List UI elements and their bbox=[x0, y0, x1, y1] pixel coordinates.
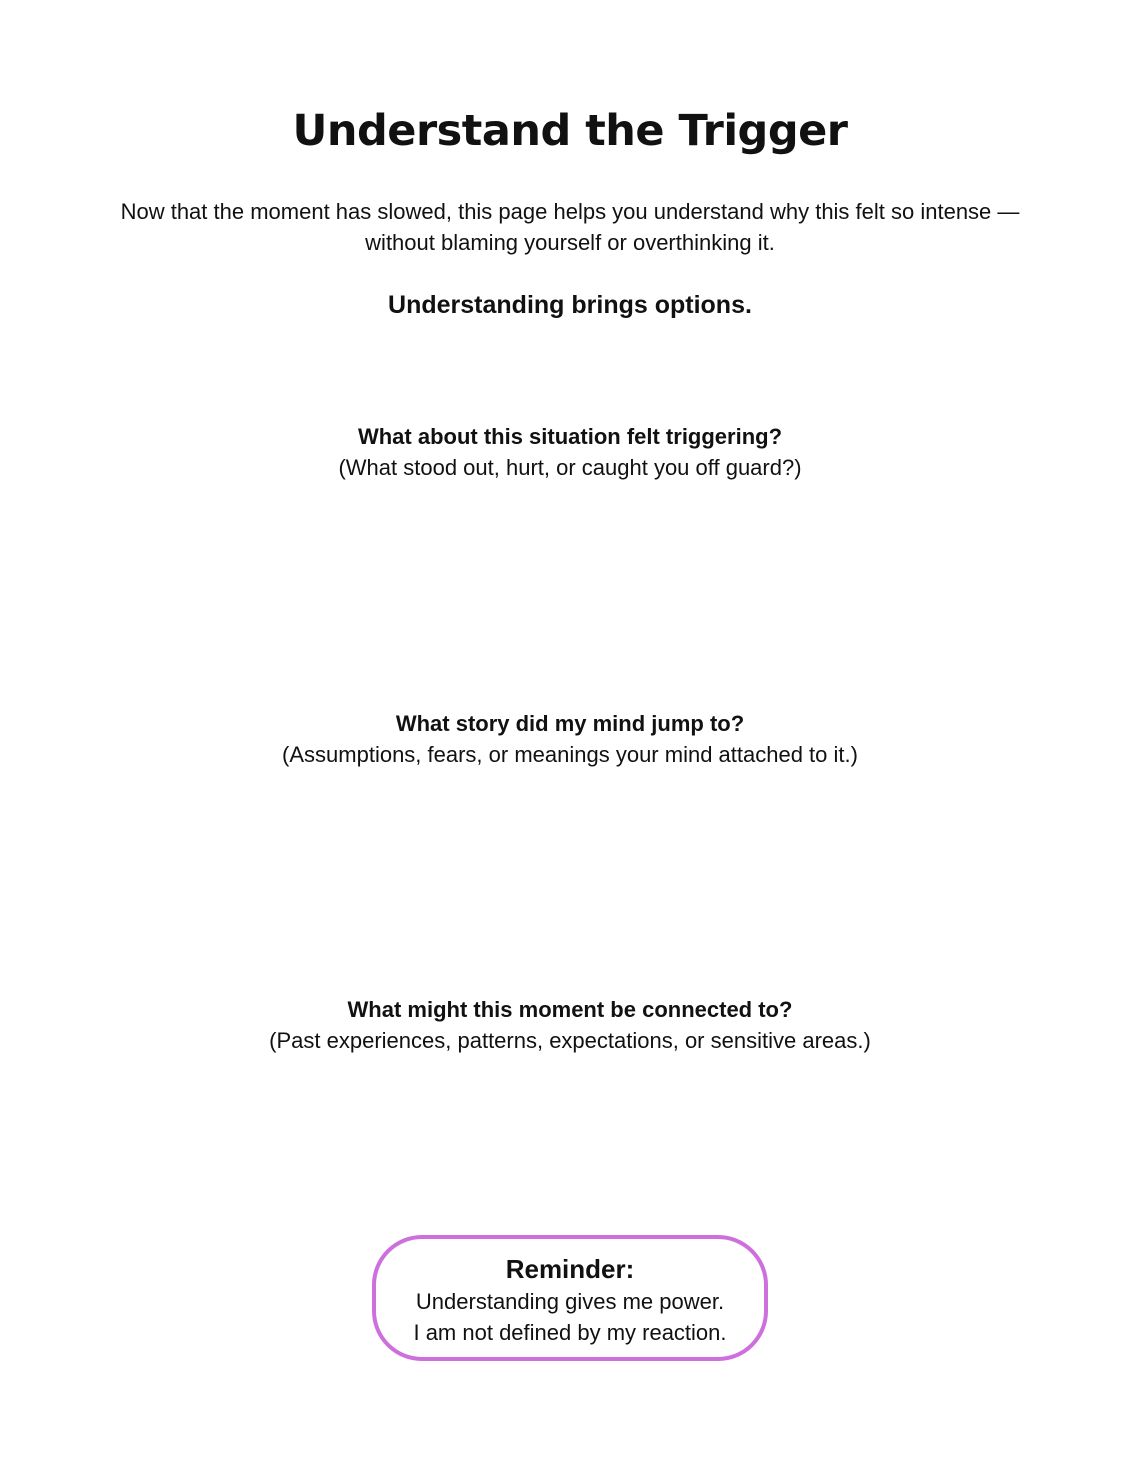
page-title: Understand the Trigger bbox=[292, 106, 848, 156]
question-hint: (What stood out, hurt, or caught you off guard?) bbox=[338, 455, 802, 480]
reminder-box bbox=[372, 1235, 768, 1361]
question-hint: (Assumptions, fears, or meanings your mind attached to it.) bbox=[282, 742, 858, 767]
reminder-title: Reminder: bbox=[505, 1254, 635, 1284]
question-title: What about this situation felt triggering? bbox=[357, 424, 783, 449]
question-story bbox=[0, 708, 1140, 770]
question-title: What might this moment be connected to? bbox=[347, 997, 793, 1022]
question-connection bbox=[0, 994, 1140, 1056]
reminder-line: I am not defined by my reaction. bbox=[413, 1320, 727, 1345]
question-triggering bbox=[0, 421, 1140, 483]
question-hint: (Past experiences, patterns, expectations, or sensitive areas.) bbox=[269, 1028, 871, 1053]
intro-paragraph: Now that the moment has slowed, this page helps you understand why this felt so intense — without blaming yourself or overthinking it. bbox=[120, 199, 1020, 255]
tagline: Understanding brings options. bbox=[388, 291, 752, 319]
reminder-line: Understanding gives me power. bbox=[415, 1289, 725, 1314]
question-title: What story did my mind jump to? bbox=[395, 711, 745, 736]
